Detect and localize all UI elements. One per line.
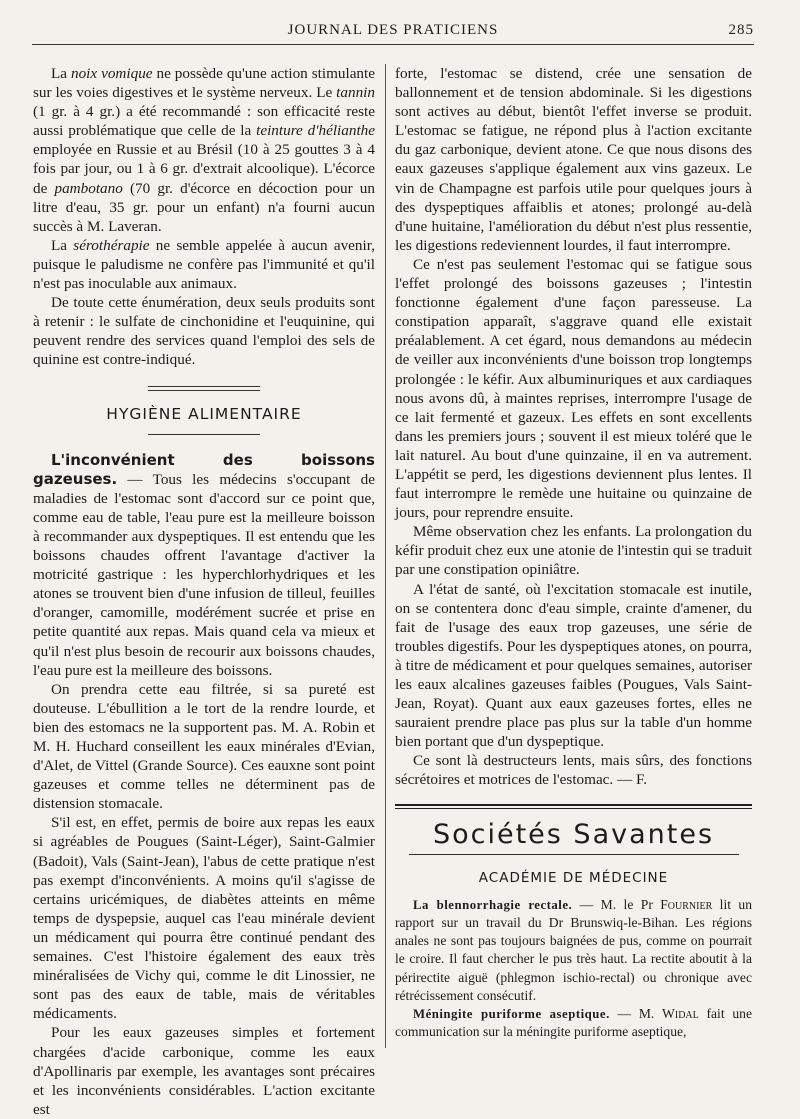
- title-rule: [409, 854, 739, 855]
- paragraph-intestin: Ce n'est pas seulement l'estomac qui se fatigue sous l'effet prolongé des boissons gazeuses ; l'intestin fonctionne également d'une façon paresseuse. La constipation apparaît, s'aggrave quand elle existait préalablement. A cet égard, nous demandons au médecin de veiller aux inconvénients d'une boisson trop longtemps prolongée : le kéfir. Aux albuminuriques et aux cardiaques nous avons dû, à maintes reprises, interrompre l'usage de ce lait fermenté et gazeux. Les effets en sont excellents dans les premiers jours ; souvent il est mieux toléré que le lait naturel. Au bout d'une quinzaine, il en va autrement. L'appétit se perd, les digestions deviennent plus lentes. Il faut interrompre le remède une huitaine ou quinzaine de jours, pour reprendre ensuite.: [395, 255, 752, 522]
- left-column: [33, 64, 375, 1119]
- article-subhead: L'inconvénient des boissons gazeuses.: [33, 450, 375, 488]
- paragraph-eaux-agreables: S'il est, en effet, permis de boire aux repas les eaux si agréables de Pougues (Saint-Léger), Saint-Galmier (Badoit), Vals (Saint-Jean), l'abus de cette pratique n'est pas exempt d'inconvénients. A moins qu'il s'agisse de certains uricémiques, de diabètes atteints en même temps de dyspepsie, auquel cas l'eau minérale devient un médicament qui pourra être continué pendant des semaines. C'est l'histoire également des eaux très minéralisées de Vichy qui, comme le dit Linossier, ne sont pas des eaux de table, mais de véritables médicaments.: [33, 814, 375, 1023]
- paragraph-continuation: forte, l'estomac se distend, crée une sensation de ballonnement et de tension abdominale. Si les digestions sont actives au début, bientôt l'effet inverse se produit. L'estomac se fatigue, ne répond plus à l'action excitante du gaz carbonique, devient atone. Ce que nous disons des eaux gazeuses s'applique également aux vins gazeux. Le vin de Champagne est parfois utile pour quelques jours à des dyspeptiques affaiblis et atones; prolongé au-delà d'une huitaine, l'amélioration du début n'est plus ressentie, les digestions redeviennent lourdes, il faut interrompre.: [395, 65, 752, 254]
- paragraph-etat-sante: A l'état de santé, où l'excitation stomacale est inutile, on se contentera donc d'eau simple, crainte d'amener, du fait de l'usage des eaux trop gazeuses, une série de troubles digestifs. Pour les dyspeptiques atones, on pourra, à titre de médicament et pour quelques semaines, autoriser les eaux alcalines gazeuses faibles (Pougues, Vals Saint-Jean, Royat). Quant aux eaux gazeuses fortes, elles ne sauraient prendre place pas plus sur la table d'un homme bien portant que d'un dyspeptique.: [395, 580, 752, 751]
- note-blennorrhagie: La blennorrhagie rectale. — M. le Pr Fournier lit un rapport sur un travail du Dr Brunswiq-le-Bihan. Les régions anales ne sont pas toujours baignées de pus, comme on pourrait le croire. Il faut chercher le pus très haut. La rectite aboutit à la périrectite aiguë (phlegmon ischio-rectal) ou chronique avec rétrécissement consécutif.: [395, 896, 752, 1003]
- paragraph-noix-vomique: La noix vomique ne possède qu'une action stimulante sur les voies digestives et le système nerveux. Le tannin (1 gr. à 4 gr.) a été recommandé : son efficacité reste aussi problématique que celle de la teinture d'hélianthe employée en Russie et au Brésil (10 à 25 gouttes 3 à 4 fois par jour, ou 1 à 6 gr. d'extrait alcoolique). L'écorce de pambotano (70 gr. d'écorce en décoction pour un litre d'eau, 35 gr. pour un enfant) n'a fourni aucun succès à M. Laveran.: [33, 65, 375, 235]
- column-divider: [385, 64, 386, 1048]
- paragraph-boissons-gazeuses: L'inconvénient des boissons gazeuses. — Tous les médecins s'occupant de maladies de l'estomac sont d'accord sur ce point que, comme eau de table, l'eau pure est la meilleure boisson à recommander aux dyspeptiques. Il est entendu que les boissons chaudes offrent l'avantage d'activer la motricité gastrique : les hyperchlorhydriques et les atones se trouvent bien d'une infusion de tilleul, feuilles d'oranger, camomille, modérément sucrée et prise en petite quantité aux repas. Mais quand cela va mieux et qu'il n'est plus besoin de recourir aux boissons chaudes, l'eau pure est la meilleure des boissons.: [33, 450, 375, 679]
- section-rule-double: [395, 804, 752, 809]
- societes-savantes-title: Sociétés Savantes: [432, 818, 715, 850]
- section-rule-under: [148, 434, 260, 435]
- right-column: [395, 64, 752, 1041]
- paragraph-enumeration: De toute cette énumération, deux seuls produits sont à retenir : le sulfate de cinchonidine et l'euquinine, qui peuvent rendre des services quand l'emploi des sels de quinine est contre-indiqué.: [33, 294, 375, 369]
- page-number: 285: [728, 22, 754, 38]
- paragraph-serotherapie: La sérothérapie ne semble appelée à aucun avenir, puisque le paludisme ne confère pas l'immunité et qu'il n'est pas inoculable aux animaux.: [33, 236, 375, 293]
- paragraph-conclusion: Ce sont là destructeurs lents, mais sûrs, des fonctions sécrétoires et motrices de l'estomac. — F.: [395, 752, 752, 789]
- section-rule: [148, 386, 260, 391]
- paragraph-eaux-gazeuses: Pour les eaux gazeuses simples et fortement chargées d'acide carbonique, comme les eaux d'Apollinaris par exemple, les avantages sont précaires et les inconvénients considérables. L'action excitante est: [33, 1024, 375, 1118]
- academie-heading: ACADÉMIE DE MÉDECINE: [478, 869, 669, 886]
- note-meningite: Méningite puriforme aseptique. — M. Widal fait une communication sur la méningite puriforme aseptique,: [395, 1005, 752, 1040]
- paragraph-enfants: Même observation chez les enfants. La prolongation du kéfir produit chez eux une atonie de l'intestin qui se traduit par une constipation opiniâtre.: [395, 523, 753, 579]
- paragraph-eau-filtree: On prendra cette eau filtrée, si sa pureté est douteuse. L'ébullition a le tort de la rendre lourde, et bien des estomacs ne la supportent pas. M. A. Robin et M. H. Huchard conseillent les eaux minérales d'Evian, d'Alet, de Vittel (Grande Source). Ces eauxne sont point gazeuses et comme telles ne déterminent pas de distension stomacale.: [33, 680, 375, 813]
- academy-notes: [395, 896, 752, 1042]
- page-header: [32, 10, 754, 45]
- section-title-hygiene: HYGIÈNE ALIMENTAIRE: [106, 404, 302, 423]
- journal-title: JOURNAL DES PRATICIENS: [287, 22, 499, 38]
